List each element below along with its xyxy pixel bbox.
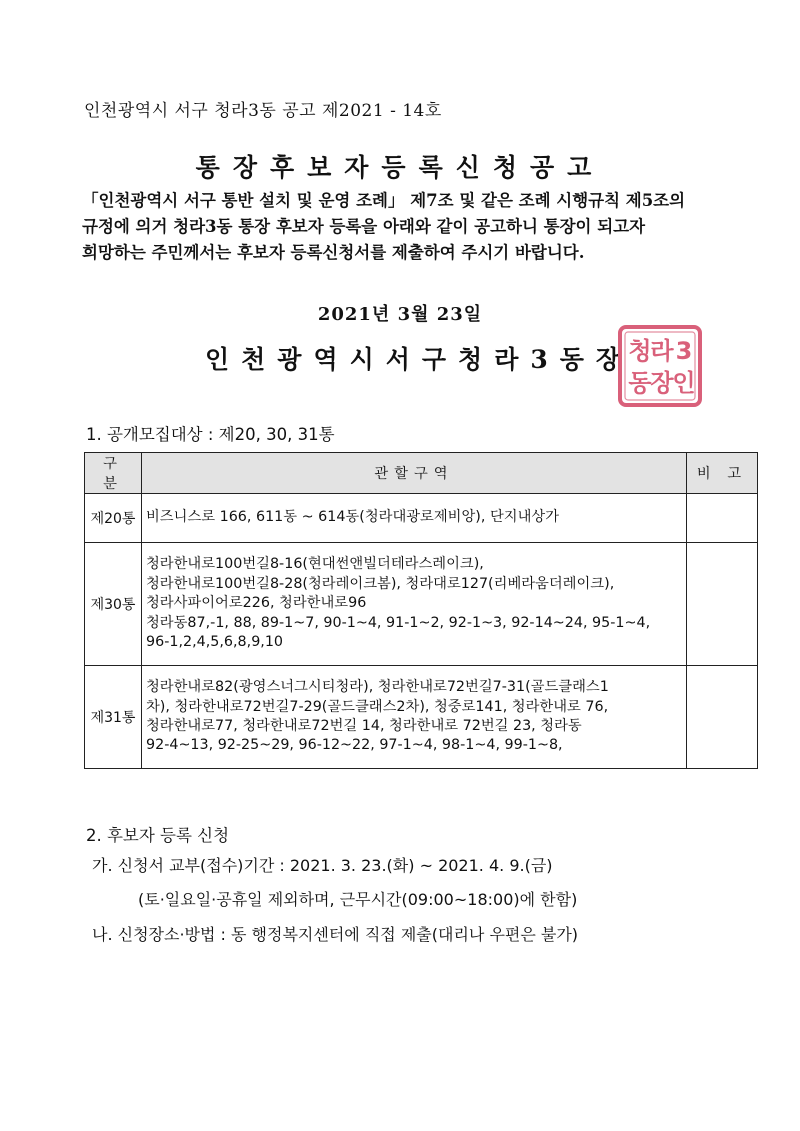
tong-number: 제31통 xyxy=(85,666,142,769)
jurisdiction-area xyxy=(142,494,687,543)
notice-date: 2021년 3월 23일 xyxy=(317,304,483,325)
table-row xyxy=(85,494,758,543)
area-line: 청라동87,-1, 88, 89-1~7, 90-1~4, 91-1~2, 92-1~3, 92-14~24, 95-1~4, xyxy=(146,614,651,631)
jurisdiction-area xyxy=(142,666,687,769)
section1-heading: 1. 공개모집대상 : 제20, 30, 31통 xyxy=(86,425,335,444)
notice-number: 인천광역시 서구 청라3동 공고 제2021 - 14호 xyxy=(84,101,442,121)
jurisdiction-area xyxy=(142,543,687,666)
remarks-cell xyxy=(687,543,758,666)
header-note: 비 고 xyxy=(687,453,758,494)
application-period-note: (토·일요일·공휴일 제외하며, 근무시간(09:00~18:00)에 한함) xyxy=(138,890,578,909)
official-seal-stamp xyxy=(616,323,704,409)
area-line: 청라한내로100번길8-16(현대썬앤빌더테라스레이크), xyxy=(146,556,484,573)
svg-text:장: 장 xyxy=(650,369,674,397)
intro-line: 「인천광역시 서구 통반 설치 및 운영 조례」 제7조 및 같은 조례 시행규칙 제5조의 xyxy=(82,191,686,210)
area-line: 96-1,2,4,5,6,8,9,10 xyxy=(146,634,284,651)
table-row xyxy=(85,543,758,666)
area-line: 비즈니스로 166, 611동 ~ 614동(청라대광로제비앙), 단지내상가 xyxy=(146,509,560,526)
intro-line: 규정에 의거 청라3동 통장 후보자 등록을 아래와 같이 공고하니 통장이 되고자 xyxy=(82,217,646,236)
svg-text:동: 동 xyxy=(628,369,652,397)
area-line: 청라한내로77, 청라한내로72번길 14, 청라한내로 72번길 23, 청라동 xyxy=(146,718,582,734)
header-area: 관할구역 xyxy=(142,453,687,494)
tong-number: 제20통 xyxy=(85,494,142,543)
tong-number: 제30통 xyxy=(85,543,142,666)
svg-text:인: 인 xyxy=(672,369,696,397)
header-division: 구 분 xyxy=(85,453,142,494)
document-title: 통장후보자등록신청공고 xyxy=(195,153,605,182)
area-line: 차), 청라한내로72번길7-29(골드클래스2차), 청중로141, 청라한내로 76, xyxy=(146,698,609,715)
table-header-row xyxy=(85,453,758,494)
svg-text:청: 청 xyxy=(628,337,652,365)
area-line: 청라한내로100번길8-28(청라레이크봄), 청라대로127(리베라움더레이크), xyxy=(146,575,615,592)
issuer-name: 인천광역시서구청라3동장 xyxy=(205,345,633,374)
section2-heading: 2. 후보자 등록 신청 xyxy=(86,826,230,845)
remarks-cell xyxy=(687,666,758,769)
remarks-cell xyxy=(687,494,758,543)
svg-text:라: 라 xyxy=(650,337,674,365)
intro-line: 희망하는 주민께서는 후보자 등록신청서를 제출하여 주시기 바랍니다. xyxy=(82,243,585,262)
intro-paragraph xyxy=(82,188,758,266)
application-period: 가. 신청서 교부(접수)기간 : 2021. 3. 23.(화) ~ 2021. 4. 9.(금) xyxy=(92,856,553,875)
svg-text:3: 3 xyxy=(675,337,693,365)
area-line: 92-4~13, 92-25~29, 96-12~22, 97-1~4, 98-1~4, 99-1~8, xyxy=(146,737,563,754)
application-method: 나. 신청장소·방법 : 동 행정복지센터에 직접 제출(대리나 우편은 불가) xyxy=(92,925,579,944)
table-row xyxy=(85,666,758,769)
area-line: 청라사파이어로226, 청라한내로96 xyxy=(146,595,367,612)
district-table xyxy=(84,452,758,769)
area-line: 청라한내로82(광영스너그시티청라), 청라한내로72번길7-31(골드클래스1 xyxy=(146,679,609,696)
